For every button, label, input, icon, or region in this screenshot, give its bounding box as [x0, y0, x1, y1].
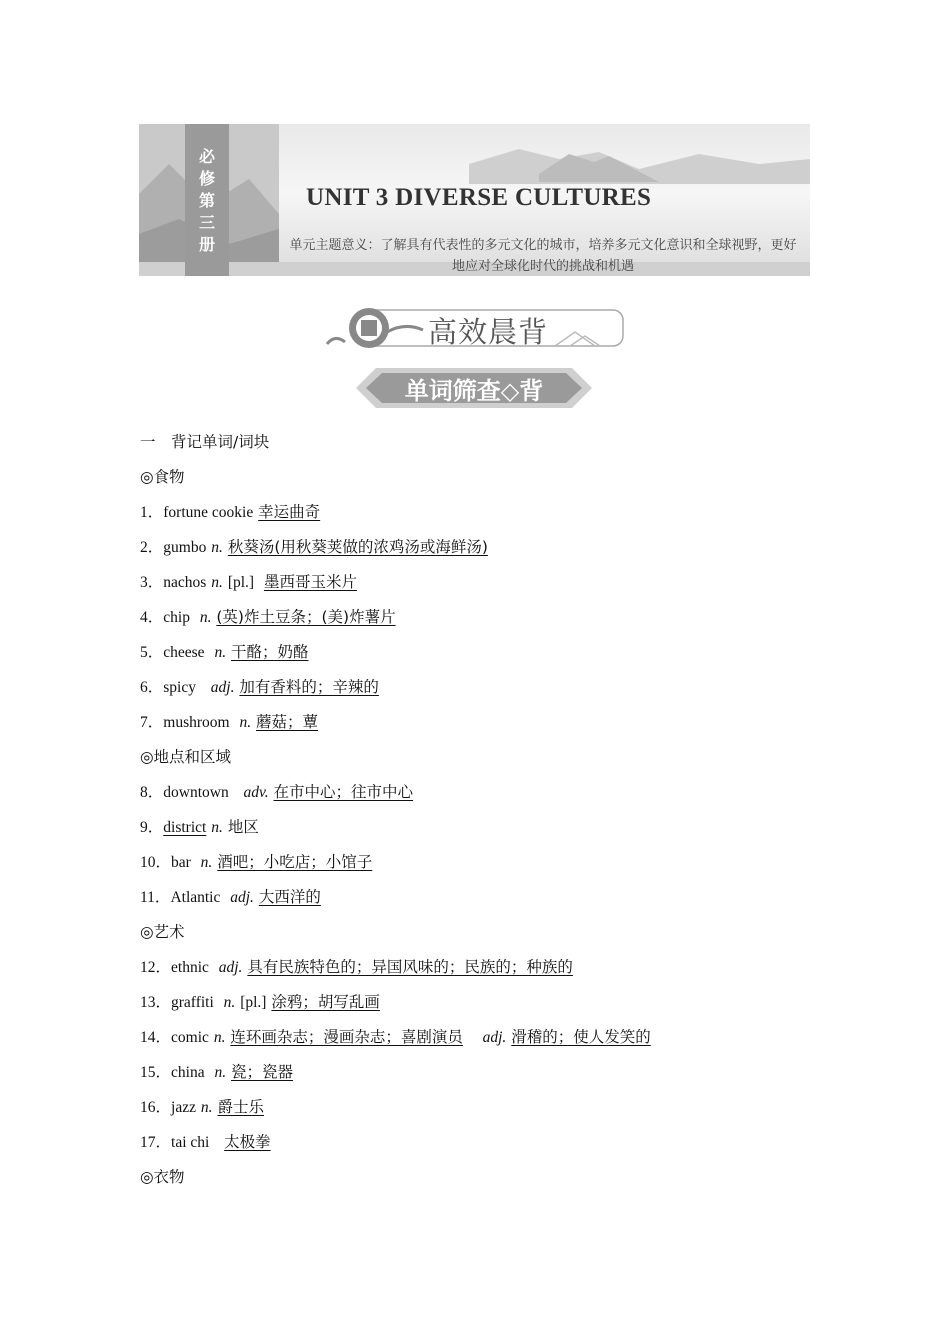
vocab-item: 15．china n. 瓷；瓷器 [140, 1063, 294, 1081]
subsection-header: 单词筛查◇背 [404, 377, 544, 405]
category-heading: ◎食物 [140, 468, 185, 486]
vocab-item: 5．cheese n. 干酪；奶酪 [140, 643, 309, 661]
unit-banner [139, 124, 810, 276]
vocab-item: 9．district n. 地区 [140, 818, 259, 836]
unit-title: UNIT 3 DIVERSE CULTURES [306, 184, 652, 211]
vocab-item: 3．nachos n. [pl.] 墨西哥玉米片 [140, 573, 357, 591]
vocab-item: 1．fortune cookie 幸运曲奇 [140, 503, 321, 521]
vocab-item: 13．graffiti n. [pl.] 涂鸦；胡写乱画 [140, 993, 380, 1011]
volume-label: 必 修 第 三 册 [198, 147, 215, 254]
vocab-item: 8．downtown adv. 在市中心；往市中心 [140, 783, 414, 801]
category-heading: ◎艺术 [140, 923, 185, 941]
vocab-item: 10．bar n. 酒吧；小吃店；小馆子 [140, 853, 373, 871]
vocab-item: 16．jazz n. 爵士乐 [140, 1098, 264, 1116]
category-heading: ◎衣物 [140, 1168, 185, 1186]
section-header: 高效晨背 [428, 315, 549, 349]
part-title: 一 背记单词/词块 [140, 433, 270, 451]
vocab-item: 4．chip n. (英)炸土豆条；(美)炸薯片 [140, 608, 396, 626]
vocab-item: 2．gumbo n. 秋葵汤(用秋葵荚做的浓鸡汤或海鲜汤) [140, 538, 488, 556]
vocab-item: 11．Atlantic adj. 大西洋的 [140, 888, 321, 906]
vocab-item: 7．mushroom n. 蘑菇；蕈 [140, 713, 319, 731]
category-heading: ◎地点和区域 [140, 748, 232, 766]
vocab-item: 12．ethnic adj. 具有民族特色的；异国风味的；民族的；种族的 [140, 958, 573, 976]
vocab-item: 17．tai chi 太极拳 [140, 1133, 271, 1151]
unit-theme: 单元主题意义：了解具有代表性的多元文化的城市，培养多元文化意识和全球视野，更好 地应对全球化时代的挑战和机遇 [289, 238, 797, 274]
vocab-item: 14．comic n. 连环画杂志；漫画杂志；喜剧演员 adj. 滑稽的；使人发笑的 [140, 1028, 651, 1046]
vocab-item: 6．spicy adj. 加有香料的；辛辣的 [140, 678, 379, 696]
